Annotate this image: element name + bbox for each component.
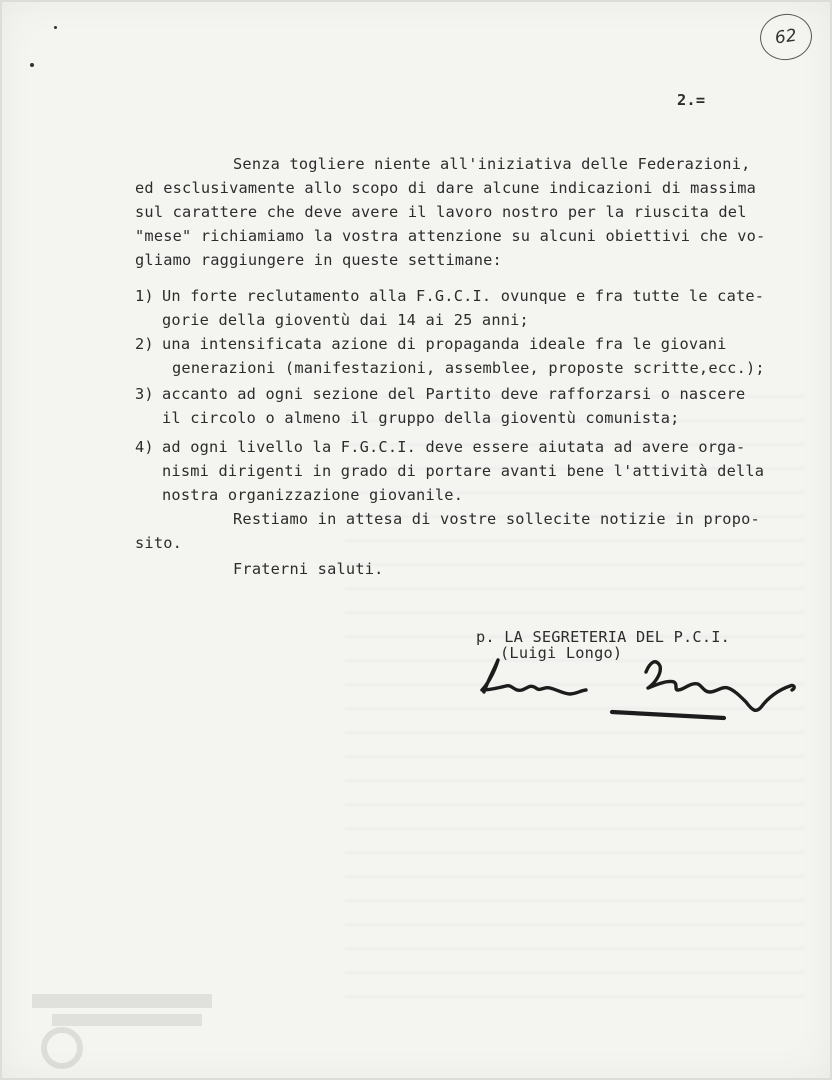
signatory: p. LA SEGRETERIA DEL P.C.I.	[476, 628, 731, 646]
objective-line: nostra organizzazione giovanile.	[162, 486, 464, 504]
objective-line: nismi dirigenti in grado di portare avanti bene l'attività della	[162, 462, 765, 480]
signatory-name: (Luigi Longo)	[500, 644, 623, 662]
handwritten-signature	[478, 650, 808, 740]
intro-line: sul carattere che deve avere il lavoro nostro per la riuscita del	[135, 203, 747, 221]
signature-underline	[612, 712, 724, 718]
objective-number: 1)	[135, 287, 154, 305]
objective-line: gorie della gioventù dai 14 ai 25 anni;	[162, 311, 529, 329]
objective-line: accanto ad ogni sezione del Partito deve rafforzarsi o nascere	[162, 385, 746, 403]
closing-line: sito.	[135, 534, 183, 552]
objective-number: 4)	[135, 438, 154, 456]
objective-line: il circolo o almeno il gruppo della gioventù comunista;	[162, 409, 680, 427]
intro-line: ed esclusivamente allo scopo di dare alcune indicazioni di massima	[135, 179, 757, 197]
objective-number: 2)	[135, 335, 154, 353]
objective-line: generazioni (manifestazioni, assemblee, proposte scritte,ecc.);	[172, 359, 765, 377]
ink-speck	[54, 26, 57, 29]
objective-number: 3)	[135, 385, 154, 403]
page-number: 2.=	[677, 91, 706, 109]
objective-line: ad ogni livello la F.G.C.I. deve essere aiutata ad avere orga-	[162, 438, 746, 456]
intro-line: gliamo raggiungere in queste settimane:	[135, 251, 502, 269]
ink-speck	[30, 63, 34, 67]
objective-line: Un forte reclutamento alla F.G.C.I. ovunque e fra tutte le cate-	[162, 287, 765, 305]
salutation: Fraterni saluti.	[233, 560, 384, 578]
objective-line: una intensificata azione di propaganda ideale fra le giovani	[162, 335, 727, 353]
signature-stroke	[482, 660, 586, 694]
archive-watermark	[22, 990, 222, 1070]
archive-number-stamp: 62	[757, 11, 815, 64]
intro-line: Senza togliere niente all'iniziativa delle Federazioni,	[233, 155, 751, 173]
closing-line: Restiamo in attesa di vostre sollecite notizie in propo-	[233, 510, 760, 528]
intro-line: "mese" richiamiamo la vostra attenzione su alcuni obiettivi che vo-	[135, 227, 766, 245]
signature-stroke	[646, 662, 794, 711]
